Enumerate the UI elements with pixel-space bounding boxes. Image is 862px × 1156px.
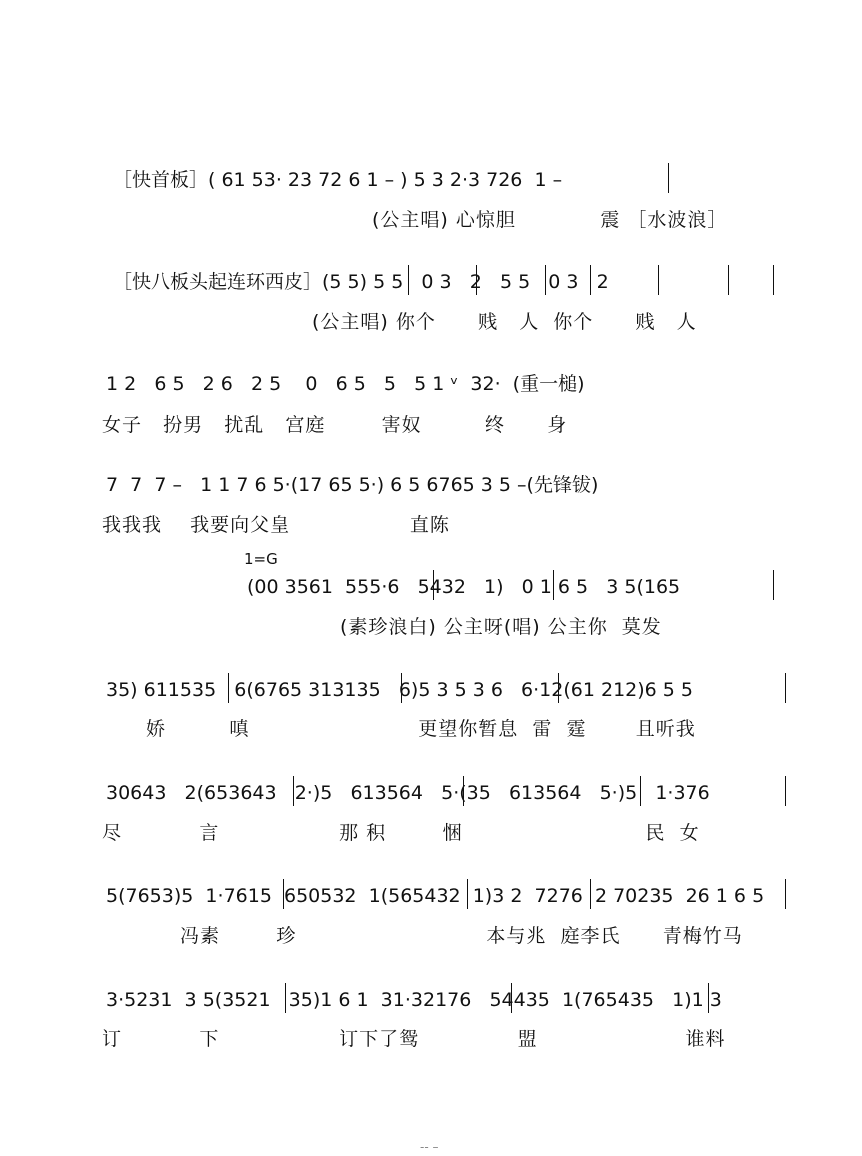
lyric-row-2: (公主唱) 你个 贱 人 你个 贱 人 [312,311,697,333]
barline [708,983,709,1013]
notation-row-8: 5(7653)5 1·7615 650532 1(565432 1)3 2 7276 2 70235 26 1 6 5 [106,885,765,907]
barline [668,163,669,193]
notation-row-7: 30643 2(653643 2·)5 613564 5·(35 613564 5·)5 1·376 [106,782,710,804]
notation-row-6: 35) 611535 6(6765 313135 6)5 3 5 3 6 6·12(61 212)6 5 5 [106,679,693,701]
lyric-row-5: (素珍浪白) 公主呀(唱) 公主你 莫发 [340,616,662,638]
barline [433,570,434,600]
lyric-row-1: (公主唱) 心惊胆 震 ［水波浪］ [372,209,728,231]
lyric-row-8: 冯素 珍 本与兆 庭李氏 青梅竹马 [180,925,743,947]
barline [558,673,559,703]
barline [658,265,659,295]
barline [228,673,229,703]
barline [785,673,786,703]
notation-row-9: 3·5231 3 5(3521 35)1 6 1 31·32176 54435 1(765435 1)1 3 [106,989,722,1011]
barline [785,879,786,909]
barline [476,265,477,295]
barline [553,570,554,600]
barline [467,879,468,909]
lyric-row-7: 尽 言 那 积 悃 民 女 [102,822,700,844]
barline [773,265,774,295]
notation-row-4: 7 7 7 – 1 1 7 6 5·(17 65 5·) 6 5 6765 3 5 –(先锋钹) [106,474,599,496]
barline [511,983,512,1013]
barline [640,776,641,806]
key-signature: 1=G [244,550,278,568]
barline [283,879,284,909]
barline [285,983,286,1013]
barline [773,570,774,600]
barline [590,265,591,295]
barline [590,879,591,909]
lyric-row-6: 娇 嗔 更望你暂息 雷 霆 且听我 [146,718,696,740]
barline [401,673,402,703]
barline [545,265,546,295]
notation-row-1: ［快首板］( 61 53· 23 72 6 1 – ) 5 3 2·3 726 1 – [113,169,563,191]
barline [728,265,729,295]
barline [408,265,409,295]
lyric-row-4: 我我我 我要向父皇 直陈 [102,514,450,536]
notation-row-3: 1 2 6 5 2 6 2 5 0 6 5 5 5 1 ᵛ 32· (重一槌) [106,373,585,395]
lyric-row-9: 订 下 订下了鸳 盟 谁料 [102,1028,726,1050]
notation-row-5: (00 3561 555·6 5432 1) 0 1 6 5 3 5(165 [247,576,681,598]
page-footer: -- – [420,1140,439,1154]
lyric-row-3: 女子 扮男 扰乱 宫庭 害奴 终 身 [102,414,568,436]
barline [785,776,786,806]
notation-row-2: ［快八板头起连环西皮］(5 5) 5 5 0 3 2 5 5 0 3 2 [113,271,609,293]
barline [293,776,294,806]
barline [463,776,464,806]
